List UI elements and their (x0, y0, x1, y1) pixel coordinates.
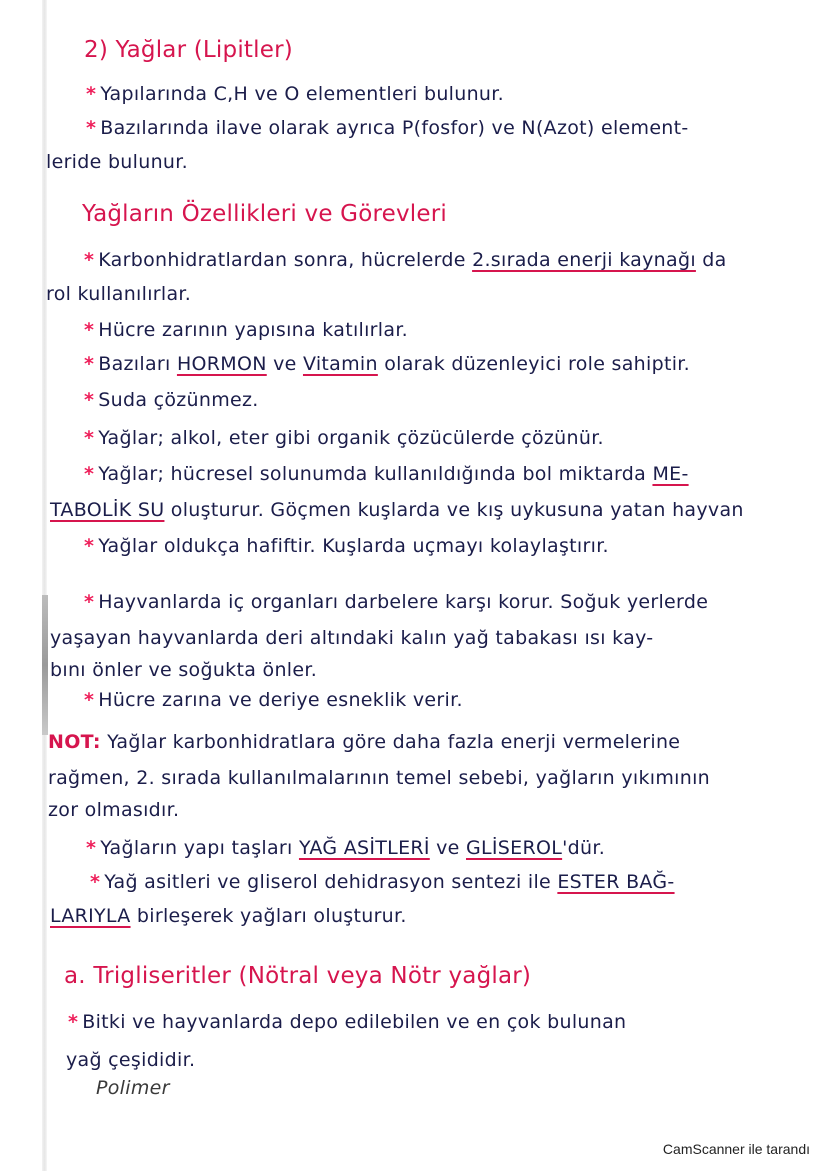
item-8-cont-1: yaşayan hayvanlarda deri altındaki kalın yağ tabakası ısı kay- (50, 627, 654, 649)
underlined-text: 2.sırada enerji kaynağı (472, 249, 696, 271)
item-1-cont: rol kullanılırlar. (46, 283, 192, 305)
item-1: * Karbonhidratlardan sonra, hücrelerde 2.sırada enerji kaynağı da (84, 249, 727, 271)
scanner-watermark: CamScanner ile tarandı (662, 1141, 810, 1157)
asterisk-icon: * (84, 427, 95, 449)
item-9: * Hücre zarına ve deriye esneklik verir. (84, 689, 463, 711)
underlined-text: Vitamin (302, 353, 378, 375)
item-8: * Hayvanlarda iç organları darbelere karşı korur. Soğuk yerlerde (84, 591, 709, 613)
asterisk-icon: * (84, 319, 95, 341)
asterisk-icon: * (84, 389, 95, 411)
underlined-text: HORMON (176, 353, 267, 375)
section-title: Yağların Özellikleri ve Görevleri (82, 201, 447, 227)
underlined-text: LARIYLA (50, 905, 131, 927)
item-8-cont-2: bını önler ve soğukta önler. (50, 659, 318, 681)
trig-item-1: * Bitki ve hayvanlarda depo edilebilen ve en çok bulunan (68, 1011, 627, 1033)
asterisk-icon: * (84, 535, 95, 557)
asterisk-icon: * (86, 117, 97, 139)
underlined-text: YAĞ ASİTLERİ (298, 837, 430, 859)
item-6-cont: TABOLİK SU oluşturur. Göçmen kuşlarda ve kış uykusuna yatan hayvan (50, 499, 744, 521)
note-line-3: zor olmasıdır. (48, 799, 180, 821)
trig-item-1-cont: yağ çeşididir. (66, 1049, 196, 1071)
asterisk-icon: * (68, 1011, 79, 1033)
item-7: * Yağlar oldukça hafiftir. Kuşlarda uçmayı kolaylaştırır. (84, 535, 609, 557)
asterisk-icon: * (84, 463, 95, 485)
intro-item-2-cont: leride bulunur. (46, 151, 188, 173)
asterisk-icon: * (84, 249, 95, 271)
asterisk-icon: * (84, 353, 95, 375)
asterisk-icon: * (86, 83, 97, 105)
intro-item-1: * Yapılarında C,H ve O elementleri bulunur. (86, 83, 504, 105)
underlined-text: ME- (652, 463, 689, 485)
structure-1: * Yağların yapı taşları YAĞ ASİTLERİ ve GLİSEROL'dür. (86, 837, 606, 859)
item-3: * Bazıları HORMON ve Vitamin olarak düzenleyici role sahiptir. (84, 353, 690, 375)
pencil-note: Polimer (96, 1077, 170, 1099)
item-5: * Yağlar; alkol, eter gibi organik çözücülerde çözünür. (84, 427, 604, 449)
item-2: * Hücre zarının yapısına katılırlar. (84, 319, 409, 341)
page-binding-edge (42, 0, 47, 1171)
structure-2-cont: LARIYLA birleşerek yağları oluşturur. (50, 905, 407, 927)
item-4: * Suda çözünmez. (84, 389, 259, 411)
item-6: * Yağlar; hücresel solunumda kullanıldığında bol miktarda ME- (84, 463, 689, 485)
subsection-title: a. Trigliseritler (Nötral veya Nötr yağlar) (64, 963, 532, 989)
asterisk-icon: * (84, 689, 95, 711)
asterisk-icon: * (84, 591, 95, 613)
structure-2: * Yağ asitleri ve gliserol dehidrasyon sentezi ile ESTER BAĞ- (90, 871, 675, 893)
note-label: NOT: (48, 731, 101, 753)
intro-item-2: * Bazılarında ilave olarak ayrıca P(fosfor) ve N(Azot) element- (86, 117, 689, 139)
note-line-1: NOT: Yağlar karbonhidratlara göre daha fazla enerji vermelerine (48, 731, 681, 753)
note-line-2: rağmen, 2. sırada kullanılmalarının temel sebebi, yağların yıkımının (48, 767, 711, 789)
scan-shadow (42, 595, 48, 735)
page-title: 2) Yağlar (Lipitler) (84, 37, 293, 63)
underlined-text: TABOLİK SU (50, 499, 165, 521)
underlined-text: GLİSEROL (466, 837, 563, 859)
asterisk-icon: * (90, 871, 101, 893)
underlined-text: ESTER BAĞ- (557, 871, 675, 893)
asterisk-icon: * (86, 837, 97, 859)
